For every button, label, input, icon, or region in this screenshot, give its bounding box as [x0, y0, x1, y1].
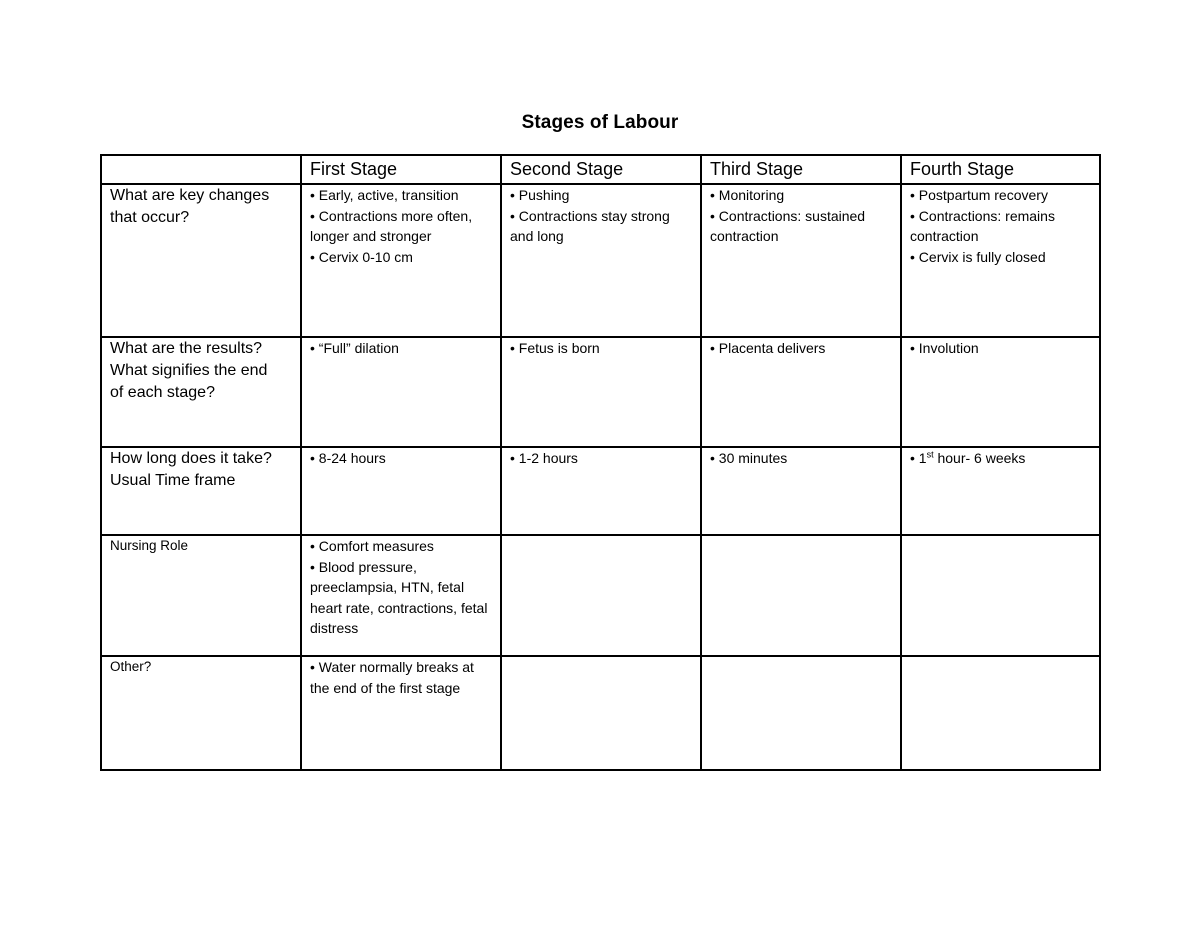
row-question-key-changes — [101, 184, 301, 337]
cell-second-stage-key-changes — [501, 184, 701, 337]
cell-first-stage-duration — [301, 447, 501, 535]
header-cell-second-stage: Second Stage — [501, 155, 701, 184]
stages-table — [100, 154, 1101, 771]
bullet-item: • Placenta delivers — [710, 340, 826, 356]
header-cell-third-stage: Third Stage — [701, 155, 901, 184]
bullet-text: • 1 — [910, 450, 927, 466]
table-row — [101, 535, 1100, 656]
bullet-item: • Early, active, transition — [310, 187, 459, 203]
cell-second-stage-results — [501, 337, 701, 447]
header-cell-blank — [101, 155, 301, 184]
bullet-item: • Pushing — [510, 187, 570, 203]
bullet-item: • Contractions more often, longer and stronger — [310, 207, 473, 244]
cell-third-stage-nursing-role — [701, 535, 901, 656]
bullet-item: • Contractions: sustained contraction — [710, 207, 866, 244]
cell-second-stage-nursing-role — [501, 535, 701, 656]
cell-fourth-stage-other — [901, 656, 1100, 770]
question-line: Usual Time frame — [110, 472, 236, 489]
table-row — [101, 447, 1100, 535]
header-cell-fourth-stage: Fourth Stage — [901, 155, 1100, 184]
cell-first-stage-key-changes — [301, 184, 501, 337]
question-line: What are the results? — [110, 340, 263, 357]
bullet-item: • 30 minutes — [710, 450, 788, 466]
cell-fourth-stage-results — [901, 337, 1100, 447]
cell-first-stage-other — [301, 656, 501, 770]
header-cell-first-stage: First Stage — [301, 155, 501, 184]
ordinal-suffix: st — [926, 449, 934, 460]
table-header-row — [101, 155, 1100, 184]
row-question-results — [101, 337, 301, 447]
cell-fourth-stage-nursing-role — [901, 535, 1100, 656]
bullet-item: • Comfort measures — [310, 538, 434, 554]
cell-first-stage-results — [301, 337, 501, 447]
bullet-item: • 1-2 hours — [510, 450, 578, 466]
row-question-nursing-role — [101, 535, 301, 656]
question-line: Nursing Role — [110, 538, 189, 553]
bullet-item: • Involution — [910, 340, 979, 356]
cell-third-stage-other — [701, 656, 901, 770]
table-row — [101, 656, 1100, 770]
cell-second-stage-other — [501, 656, 701, 770]
cell-fourth-stage-duration — [901, 447, 1100, 535]
row-question-other — [101, 656, 301, 770]
question-line: that occur? — [110, 209, 190, 226]
bullet-item: • Blood pressure, preeclampsia, HTN, fetal heart rate, contractions, fetal distress — [310, 558, 488, 636]
bullet-item: • Monitoring — [710, 187, 785, 203]
bullet-item: • Fetus is born — [510, 340, 600, 356]
bullet-item: • Cervix is fully closed — [910, 248, 1046, 265]
page-title: Stages of Labour — [521, 112, 679, 133]
cell-third-stage-results — [701, 337, 901, 447]
row-question-duration — [101, 447, 301, 535]
bullet-item: • Contractions: remains contraction — [910, 207, 1055, 244]
bullet-item: • Cervix 0-10 cm — [310, 248, 413, 265]
question-line: What are key changes — [110, 187, 270, 204]
question-line: Other? — [110, 659, 152, 674]
bullet-item: • Water normally breaks at the end of the first stage — [310, 659, 474, 696]
question-line: How long does it take? — [110, 450, 272, 467]
table-row — [101, 337, 1100, 447]
bullet-item: • 8-24 hours — [310, 450, 386, 466]
bullet-item — [910, 448, 1093, 469]
bullet-item: • Postpartum recovery — [910, 187, 1048, 203]
cell-fourth-stage-key-changes — [901, 184, 1100, 337]
bullet-item: • “Full” dilation — [310, 340, 399, 356]
cell-third-stage-key-changes — [701, 184, 901, 337]
question-line: of each stage? — [110, 384, 215, 401]
bullet-text-rest: hour- 6 weeks — [933, 450, 1026, 466]
cell-second-stage-duration — [501, 447, 701, 535]
cell-first-stage-nursing-role — [301, 535, 501, 656]
question-line: What signifies the end — [110, 362, 268, 379]
table-row — [101, 184, 1100, 337]
bullet-item: • Contractions stay strong and long — [510, 207, 670, 244]
cell-third-stage-duration — [701, 447, 901, 535]
